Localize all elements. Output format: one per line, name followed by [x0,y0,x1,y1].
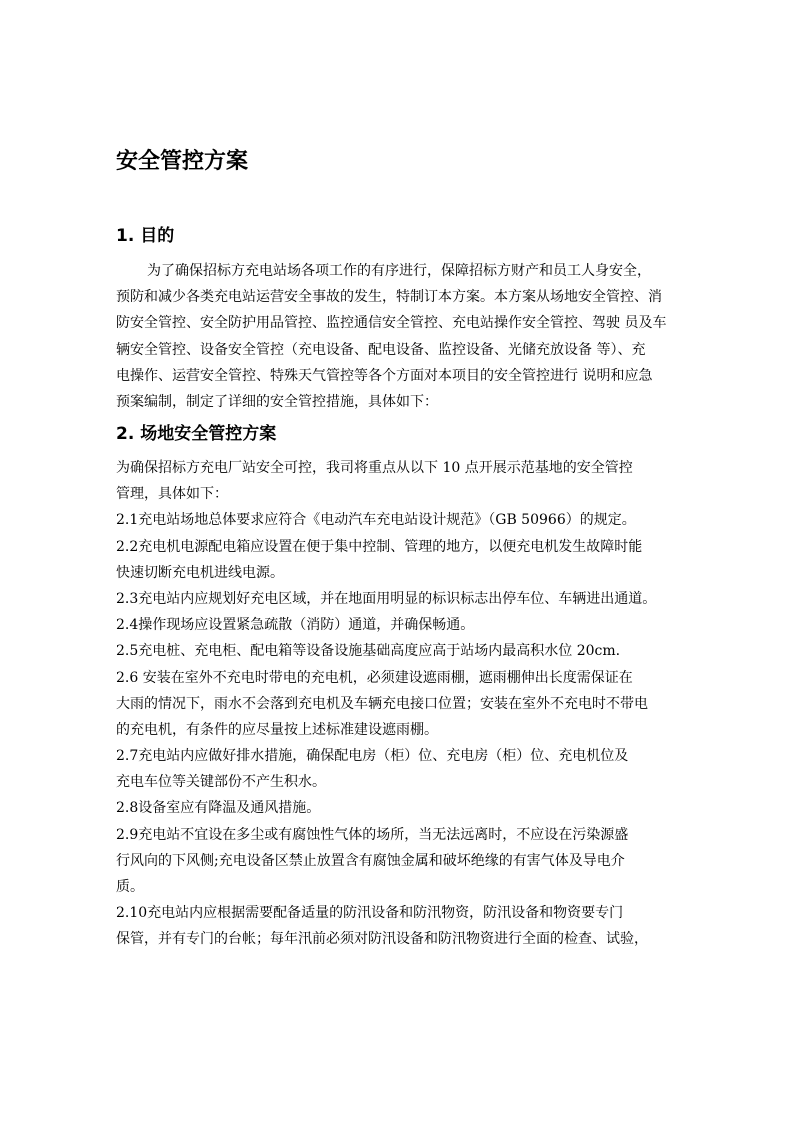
text-line: 2.4操作现场应设置紧急疏散（消防）通道，并确保畅通。 [116,617,475,634]
text-line: 质。 [116,879,144,895]
text-line: 预案编制，制定了详细的安全管控措施，具体如下： [116,393,438,410]
text-line: 2.2充电机电源配电箱应设置在便于集中控制、管理的地方，以便充电机发生故障时能 [116,538,643,555]
text-line: 防安全管控、安全防护用品管控、监控通信安全管控、充电站操作安全管控、驾驶 员及车 [116,315,667,332]
purpose-paragraph [116,258,716,415]
text-line: 快速切断充电机进线电源。 [116,564,284,581]
page-title: 安全管控方案 [116,149,249,174]
text-line: 大雨的情况下，雨水不会落到充电机及车辆充电接口位置；安装在室外不充电时不带电 [116,695,648,712]
text-line: 2.6 安装在室外不充电时带电的充电机，必须建设遮雨棚，遮雨棚伸出长度需保证在 [116,669,633,686]
text-line: 辆安全管控、设备安全管控（充电设备、配电设备、监控设备、光储充放设备 等）、充 [116,341,646,358]
section-heading-purpose: 1. 目的 [116,226,175,246]
text-line: 2.8设备室应有降温及通风措施。 [116,800,321,817]
text-line: 预防和减少各类充电站运营安全事故的发生，特制订本方案。本方案从场地安全管控、消 [116,289,662,306]
text-line: 2.1充电站场地总体要求应符合《电动汽车充电站设计规范》（GB 50966）的规定。 [116,512,636,529]
text-line: 充电车位等关键部份不产生积水。 [116,774,326,791]
text-line: 2.3充电站内应规划好充电区域，并在地面用明显的标识标志出停车位、车辆进出通道。 [116,590,657,607]
text-line: 2.7充电站内应做好排水措施，确保配电房（柜）位、充电房（柜）位、充电机位及 [116,748,629,765]
text-line: 为确保招标方充电厂站安全可控，我司将重点从以下 10 点开展示范基地的安全管控 [116,460,633,476]
text-line: 2.5充电桩、充电柜、配电箱等设备设施基础高度应高于站场内最高积水位 20cm. [116,643,621,660]
text-line: 的充电机，有条件的应尽量按上述标准建设遮雨棚。 [116,721,438,738]
text-line: 2.9充电站不宜设在多尘或有腐蚀性气体的场所，当无法远离时，不应设在污染源盛 [116,826,629,843]
section-heading-site-safety: 2. 场地安全管控方案 [116,424,277,444]
text-line: 电操作、运营安全管控、特殊天气管控等各个方面对本项目的安全管控进行 说明和应急 [116,367,653,384]
text-line: 2.10充电站内应根据需要配备适量的防汛设备和防汛物资，防汛设备和物资要专门 [116,905,624,922]
text-line: 保管，并有专门的台帐；每年汛前必须对防汛设备和防汛物资进行全面的检查、试验， [116,931,648,948]
text-line: 行风向的下风侧;充电设备区禁止放置含有腐蚀金属和破坏绝缘的有害气体及导电介 [116,852,625,869]
text-line: 管理，具体如下： [116,486,228,503]
text-line: 为了确保招标方充电站场各项工作的有序进行，保障招标方财产和员工人身安全， [147,263,651,279]
site-safety-body [116,455,716,953]
